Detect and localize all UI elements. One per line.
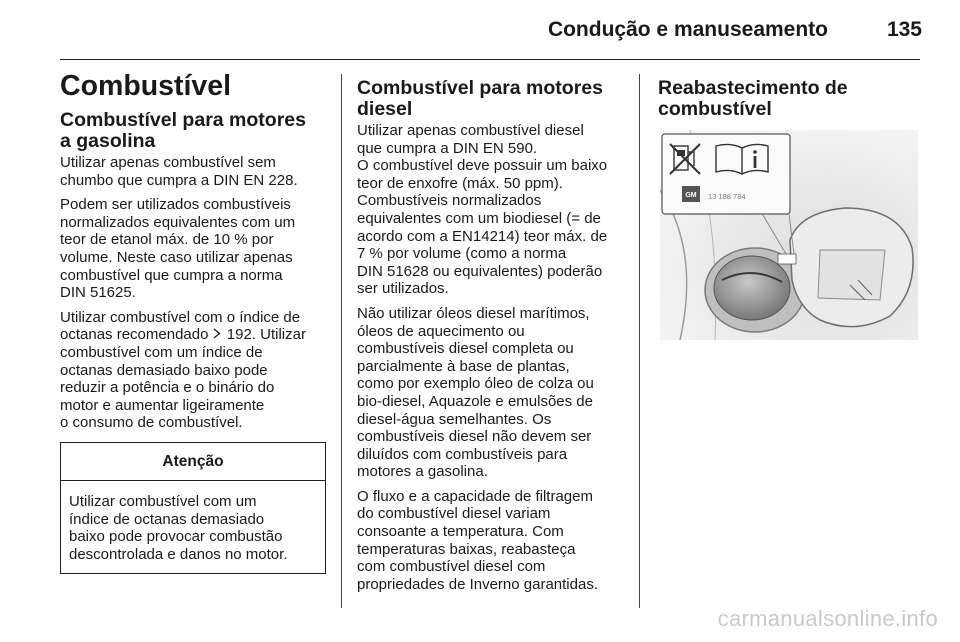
text-line: combustíveis diesel completa ou [357, 340, 574, 358]
text-line: Podem ser utilizados combustíveis [60, 196, 291, 214]
text-line: bio-diesel, Aquazole e emulsões de [357, 392, 593, 410]
text-line: Combustíveis normalizados [357, 192, 542, 210]
text-line: diesel-água semelhantes. Os [357, 410, 552, 428]
column-divider-2 [639, 74, 640, 608]
section-title: Condução e manuseamento [547, 18, 828, 41]
caution-box [60, 442, 326, 574]
subheading-line: Reabastecimento de [658, 77, 848, 99]
text-fragment: octanas recomendado [60, 326, 213, 344]
text-line: temperaturas baixas, reabasteça [357, 540, 576, 558]
text-line: óleos de aquecimento ou [357, 322, 525, 340]
column-diesel [357, 70, 625, 593]
text-line: normalizados equivalentes com um [60, 213, 296, 231]
text-line: O combustível deve possuir um baixo [357, 157, 608, 175]
text-line: diluídos com combustíveis para [357, 445, 568, 463]
text-line: Utilizar combustível com um [69, 492, 257, 510]
text-line: combustíveis diesel não devem ser [357, 428, 592, 446]
page-header [0, 0, 960, 62]
text-line: índice de octanas demasiado [69, 510, 265, 528]
text-line: teor de etanol máx. de 10 % por [60, 231, 274, 249]
text-line: Não utilizar óleos diesel marítimos, [357, 304, 590, 322]
paragraph [60, 154, 326, 189]
text-line: volume. Neste caso utilizar apenas [60, 248, 293, 266]
text-line: que cumpra a DIN EN 590. [357, 139, 538, 157]
page-reference-link[interactable]: 192. Utilizar [222, 326, 306, 344]
text-line: Utilizar apenas combustível sem [60, 154, 276, 171]
page-number: 135 [886, 18, 922, 41]
subheading-line: Combustível para motores [60, 109, 306, 131]
text-line: chumbo que cumpra a DIN EN 228. [60, 171, 298, 189]
text-line: do combustível diesel variam [357, 505, 551, 523]
column-divider-1 [341, 74, 342, 608]
text-line: teor de enxofre (máx. 50 ppm). [357, 174, 563, 192]
text-line: octanas demasiado baixo pode [60, 361, 268, 379]
text-line: combustível que cumpra a norma [60, 266, 283, 284]
paragraph [60, 196, 326, 302]
subheading-diesel [357, 78, 625, 120]
paragraph [60, 309, 326, 432]
text-line: motor e aumentar ligeiramente [60, 396, 265, 414]
text-line: parcialmente à base de plantas, [357, 357, 570, 375]
caution-body [61, 481, 325, 573]
subheading-refuelling [658, 78, 920, 120]
fuel-flap-illustration [660, 130, 918, 340]
chapter-heading: Combustível [60, 70, 232, 102]
watermark: carmanualsonline.info [717, 606, 938, 631]
text-line: Utilizar combustível com o índice de [60, 308, 301, 326]
text-line: consoante a temperatura. Com [357, 523, 564, 541]
text-line [60, 326, 326, 344]
column-gasoline [60, 70, 326, 574]
subheading-line: diesel [357, 98, 413, 120]
part-number-label: 13 188 784 [708, 192, 746, 201]
text-line: acordo com a EN14214) teor máx. de [357, 227, 608, 245]
text-line: O fluxo e a capacidade de filtragem [357, 487, 593, 505]
text-line: 7 % por volume (como a norma [357, 245, 567, 263]
text-line: combustível com um índice de [60, 343, 263, 361]
page-reference-arrow-icon[interactable] [213, 326, 223, 344]
column-refuelling [658, 70, 920, 122]
text-line: baixo pode provocar combustão [69, 528, 283, 546]
text-line: DIN 51625. [60, 284, 136, 302]
subheading-line: Combustível para motores [357, 77, 603, 99]
text-line: ser utilizados. [357, 280, 449, 298]
paragraph [357, 305, 625, 481]
text-line: o consumo de combustível. [60, 414, 243, 432]
text-line: equivalentes com um biodiesel (= de [357, 209, 601, 227]
logo-text: GM [685, 192, 697, 199]
paragraph [357, 122, 625, 298]
text-line: Utilizar apenas combustível diesel [357, 122, 584, 139]
text-line: propriedades de Inverno garantidas. [357, 575, 598, 593]
text-line: reduzir a potência e o binário do [60, 379, 275, 397]
caution-title: Atenção [61, 443, 325, 481]
subheading-gasoline [60, 110, 326, 152]
header-divider [60, 59, 920, 60]
text-line: motores a gasolina. [357, 463, 488, 481]
text-line: descontrolada e danos no motor. [69, 545, 288, 563]
text-line: com combustível diesel com [357, 558, 546, 576]
subheading-line: combustível [658, 98, 772, 120]
subheading-line: a gasolina [60, 130, 156, 152]
paragraph [357, 488, 625, 594]
text-line: como por exemplo óleo de colza ou [357, 375, 594, 393]
text-line: DIN 51628 ou equivalentes) poderão [357, 262, 603, 280]
